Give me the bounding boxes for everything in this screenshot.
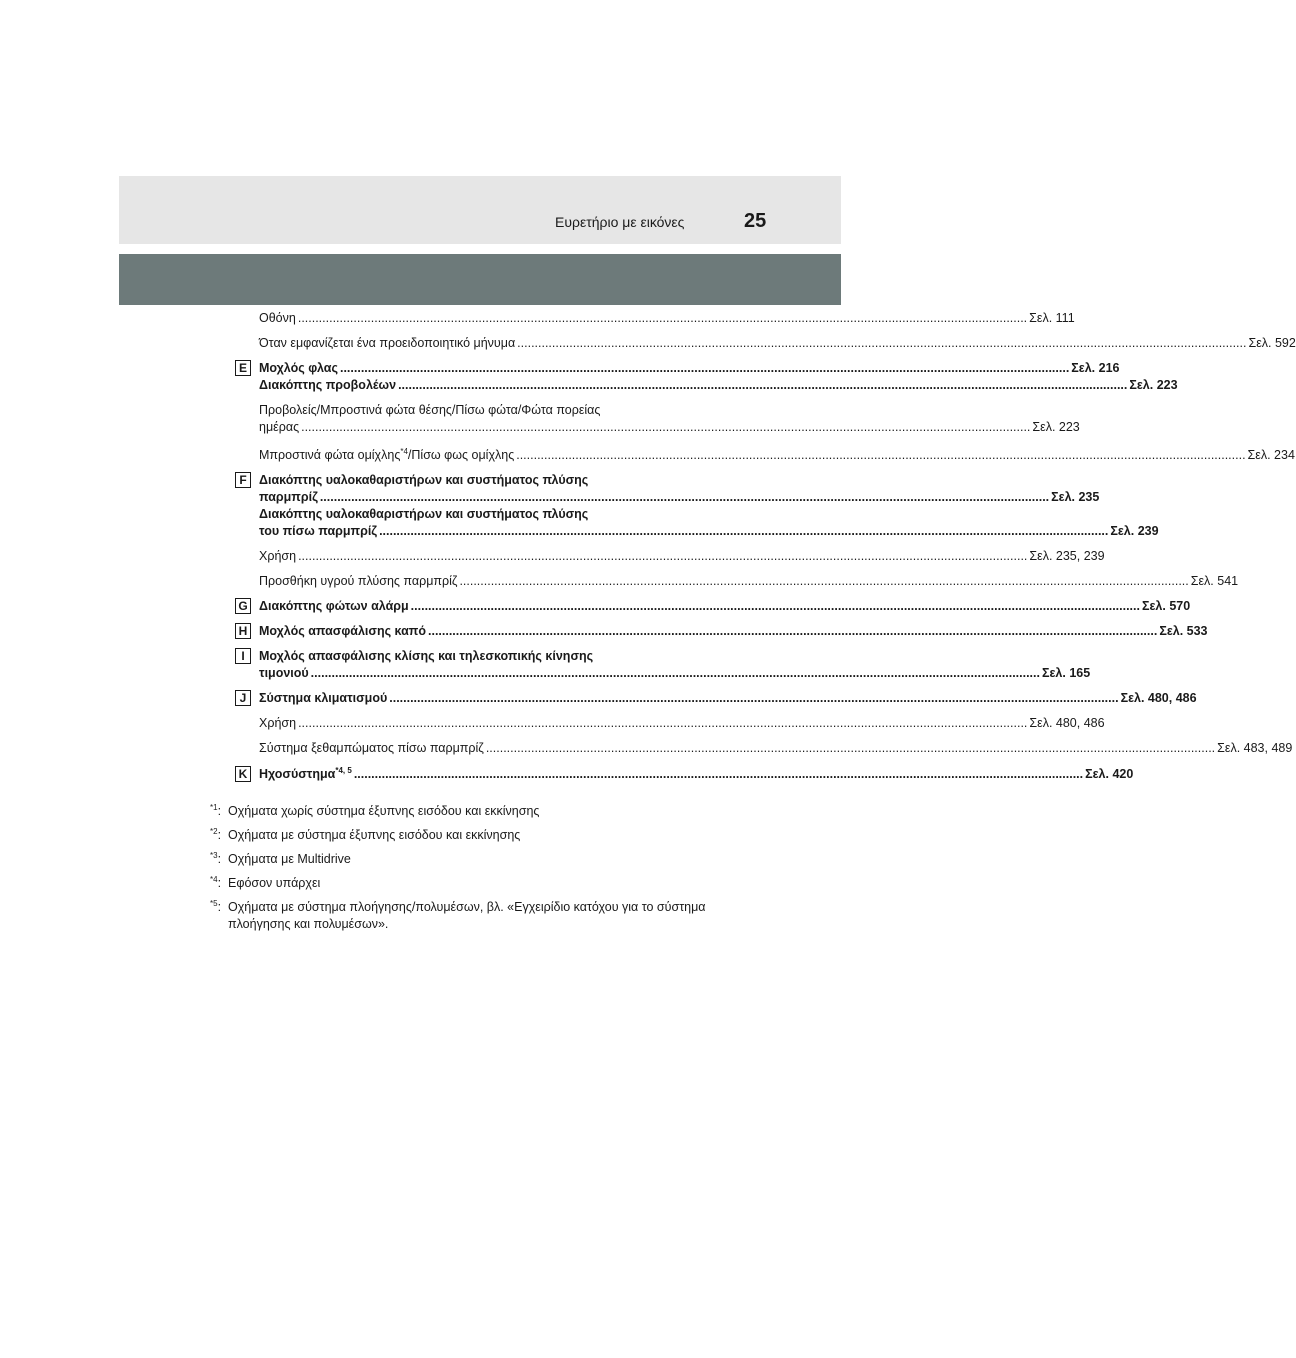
entry-label-suffix: /Πίσω φως ομίχλης	[407, 448, 515, 462]
leader-dots: ..................................................................................................................................................................................................................	[319, 490, 1050, 504]
index-entry-headlight-switch[interactable]	[259, 377, 1178, 394]
section-marker-i: I	[235, 648, 251, 664]
entry-label: Ηχοσύστημα	[259, 767, 336, 781]
entry-label: Χρήση	[259, 549, 297, 563]
index-entry-fog-lights[interactable]	[259, 446, 1295, 464]
dark-banner	[119, 254, 841, 305]
index-entry-usage[interactable]	[259, 548, 1105, 565]
section-title: Ευρετήριο με εικόνες	[555, 214, 685, 230]
entry-label-line1: Μοχλός απασφάλισης κλίσης και τηλεσκοπικής κίνησης	[259, 649, 594, 663]
index-entry-rear-wiper-switch[interactable]	[259, 506, 1159, 540]
page-ref[interactable]: Σελ. 483, 489	[1217, 741, 1293, 755]
leader-dots: ..................................................................................................................................................................................................................	[459, 574, 1189, 588]
index-entry-usage-ac[interactable]	[259, 715, 1105, 732]
footnote-text: Οχήματα με σύστημα έξυπνης εισόδου και εκκίνησης	[228, 828, 521, 842]
page-ref[interactable]: Σελ. 111	[1029, 311, 1075, 325]
index-entry-hood-release[interactable]	[238, 623, 1208, 640]
section-marker-j: J	[235, 690, 251, 706]
index-entry-wiper-switch[interactable]	[239, 472, 1100, 506]
footnote-ref: *4, 5	[335, 765, 352, 775]
page-ref[interactable]: Σελ. 533	[1159, 624, 1208, 638]
entry-label: Διακόπτης προβολέων	[259, 378, 397, 392]
section-marker-h: H	[235, 623, 251, 639]
footnote-text: Οχήματα χωρίς σύστημα έξυπνης εισόδου και εκκίνησης	[228, 804, 540, 818]
entry-label: Χρήση	[259, 716, 297, 730]
entry-label: Μοχλός απασφάλισης καπό	[259, 624, 426, 638]
entry-label: Οθόνη	[259, 311, 296, 325]
leader-dots: ..................................................................................................................................................................................................................	[517, 336, 1247, 350]
footnote-ref: *4	[400, 446, 408, 456]
leader-dots: ..................................................................................................................................................................................................................	[410, 599, 1140, 613]
entry-label: Όταν εμφανίζεται ένα προειδοποιητικό μήνυμα	[259, 336, 516, 350]
footnote-text: Οχήματα με σύστημα πλοήγησης/πολυμέσων, βλ. «Εγχειρίδιο κατόχου για το σύστημα πλοήγησης και πολυμέσων».	[228, 900, 706, 931]
index-entry-audio-system[interactable]	[238, 765, 1134, 783]
footnote-2: $^{*2}$: Οχήματα με σύστημα έξυπνης εισόδου και εκκίνησης	[210, 826, 521, 842]
page-ref[interactable]: Σελ. 216	[1071, 361, 1120, 375]
page-ref[interactable]: Σελ. 235, 239	[1029, 549, 1105, 563]
entry-label: Μοχλός φλας	[259, 361, 338, 375]
page-ref[interactable]: Σελ. 592	[1248, 336, 1296, 350]
index-list	[238, 310, 1296, 783]
entry-label: Διακόπτης φώτων αλάρμ	[259, 599, 409, 613]
footnote-3: $^{*3}$: Οχήματα με Multidrive	[210, 850, 351, 866]
page-number: 25	[744, 210, 767, 232]
footnotes	[210, 803, 730, 940]
index-entry-rear-defogger[interactable]	[259, 740, 1293, 757]
entry-label: Προσθήκη υγρού πλύσης παρμπρίζ	[259, 574, 458, 588]
leader-dots: ..................................................................................................................................................................................................................	[310, 666, 1040, 680]
page-ref[interactable]: Σελ. 239	[1110, 524, 1159, 538]
index-entry-steering-lock-release[interactable]	[241, 648, 1091, 682]
page-ref[interactable]: Σελ. 165	[1041, 666, 1091, 680]
page-ref[interactable]: Σελ. 223	[1032, 420, 1080, 434]
entry-label-line1: Διακόπτης υαλοκαθαριστήρων και συστήματος πλύσης	[259, 473, 589, 487]
entry-label: ημέρας	[259, 420, 300, 434]
footnote-label: *5	[210, 898, 218, 908]
leader-dots: ..................................................................................................................................................................................................................	[353, 767, 1084, 781]
section-marker-k: K	[235, 766, 251, 782]
leader-dots: ..................................................................................................................................................................................................................	[516, 448, 1246, 462]
footnote-label: *1	[210, 802, 218, 812]
index-entry-air-conditioning[interactable]	[239, 690, 1197, 707]
entry-label-line1: Διακόπτης υαλοκαθαριστήρων και συστήματος πλύσης	[259, 507, 589, 521]
leader-dots: ..................................................................................................................................................................................................................	[485, 741, 1216, 755]
page-ref[interactable]: Σελ. 541	[1190, 574, 1239, 588]
entry-label: Σύστημα κλιματισμού	[259, 691, 388, 705]
entry-label-line1: Προβολείς/Μπροστινά φώτα θέσης/Πίσω φώτα/Φώτα πορείας	[259, 403, 601, 417]
leader-dots: ..................................................................................................................................................................................................................	[389, 691, 1119, 705]
index-entry-hazard-switch[interactable]	[238, 598, 1191, 615]
index-entry-washer-fluid[interactable]	[259, 573, 1239, 590]
footnote-4: $^{*4}$: Εφόσον υπάρχει	[210, 874, 321, 890]
index-entry-warning-message[interactable]	[259, 335, 1296, 352]
section-marker-e: E	[235, 360, 251, 376]
section-marker-g: G	[235, 598, 251, 614]
page-ref[interactable]: Σελ. 234	[1247, 448, 1295, 462]
page-ref[interactable]: Σελ. 480, 486	[1120, 691, 1197, 705]
leader-dots: ..................................................................................................................................................................................................................	[301, 420, 1031, 434]
entry-label: Μπροστινά φώτα ομίχλης	[259, 448, 401, 462]
leader-dots: ..................................................................................................................................................................................................................	[339, 361, 1070, 375]
section-marker-f: F	[235, 472, 251, 488]
entry-label: τιμονιού	[259, 666, 309, 680]
leader-dots: ..................................................................................................................................................................................................................	[298, 716, 1028, 730]
footnote-label: *2	[210, 826, 218, 836]
index-entry-display[interactable]	[259, 310, 1075, 327]
leader-dots: ..................................................................................................................................................................................................................	[298, 549, 1028, 563]
page-ref[interactable]: Σελ. 235	[1051, 490, 1100, 504]
index-entry-headlights[interactable]	[259, 402, 1080, 436]
header-band	[119, 176, 841, 244]
footnote-1: $^{*1}$: Οχήματα χωρίς σύστημα έξυπνης εισόδου και εκκίνησης	[210, 802, 540, 818]
page-ref[interactable]: Σελ. 570	[1141, 599, 1191, 613]
leader-dots: ..................................................................................................................................................................................................................	[428, 624, 1158, 638]
footnote-5: $^{*5}$: Οχήματα με σύστημα πλοήγησης/πολυμέσων, βλ. «Εγχειρίδιο κατόχου για το σύστημα πλοήγησης και πολυμέσων».	[210, 898, 706, 931]
leader-dots: ..................................................................................................................................................................................................................	[379, 524, 1109, 538]
footnote-label: *3	[210, 850, 218, 860]
leader-dots: ..................................................................................................................................................................................................................	[297, 311, 1028, 325]
leader-dots: ..................................................................................................................................................................................................................	[398, 378, 1128, 392]
page-ref[interactable]: Σελ. 223	[1129, 378, 1178, 392]
entry-label: παρμπρίζ	[259, 490, 318, 504]
page-ref[interactable]: Σελ. 420	[1085, 767, 1134, 781]
index-entry-turn-signal-lever[interactable]	[238, 360, 1120, 377]
entry-label: του πίσω παρμπρίζ	[259, 524, 378, 538]
entry-label: Σύστημα ξεθαμπώματος πίσω παρμπρίζ	[259, 741, 484, 755]
footnote-label: *4	[210, 874, 218, 884]
page-ref[interactable]: Σελ. 480, 486	[1029, 716, 1105, 730]
footnote-text: Οχήματα με Multidrive	[228, 852, 351, 866]
footnote-text: Εφόσον υπάρχει	[228, 876, 321, 890]
